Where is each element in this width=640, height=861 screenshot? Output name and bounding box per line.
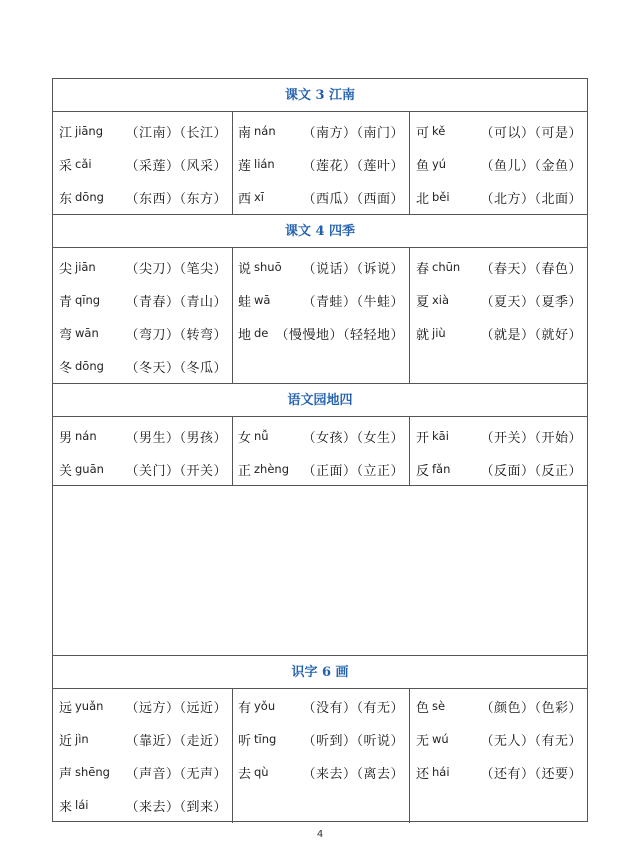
list-item: 北 běi （北方）（北面） (416, 190, 582, 207)
section-title: 语文园地四 (53, 384, 587, 417)
list-item: 鱼 yú （鱼儿）（金鱼） (416, 157, 582, 174)
list-item: 莲 lián （莲花）（莲叶） (238, 157, 404, 174)
section-grid (53, 417, 587, 486)
list-item: 无 wú （无人）（有无） (416, 732, 582, 749)
list-item: 反 fǎn （反面）（反正） (416, 462, 582, 479)
section-grid (53, 689, 587, 823)
list-item: 还 hái （还有）（还要） (416, 765, 582, 782)
list-item: 地 de （慢慢地）（轻轻地） (238, 326, 404, 343)
section-title: 课文 4 四季 (53, 215, 587, 248)
list-item: 南 nán （南方）（南门） (238, 124, 404, 141)
list-item: 夏 xià （夏天）（夏季） (416, 293, 582, 310)
list-item: 可 kě （可以）（可是） (416, 124, 582, 141)
section-title: 识字 6 画 (53, 656, 587, 689)
list-item: 江 jiāng （江南）（长江） (59, 124, 227, 141)
list-item: 色 sè （颜色）（色彩） (416, 699, 582, 716)
list-item: 来 lái （来去）（到来） (59, 798, 227, 815)
list-item: 说 shuō （说话）（诉说） (238, 260, 404, 277)
list-item: 弯 wān （弯刀）（转弯） (59, 326, 227, 343)
section-grid (53, 112, 587, 215)
list-item: 尖 jiān （尖刀）（笔尖） (59, 260, 227, 277)
list-item: 就 jiù （就是）（就好） (416, 326, 582, 343)
list-item: 春 chūn （春天）（春色） (416, 260, 582, 277)
list-item: 远 yuǎn （远方）（远近） (59, 699, 227, 716)
list-item: 有 yǒu （没有）（有无） (238, 699, 404, 716)
list-item: 冬 dōng （冬天）（冬瓜） (59, 359, 227, 376)
list-item: 青 qīng （青春）（青山） (59, 293, 227, 310)
list-item: 蛙 wā （青蛙）（牛蛙） (238, 293, 404, 310)
list-item: 听 tīng （听到）（听说） (238, 732, 404, 749)
list-item: 正 zhèng （正面）（立正） (238, 462, 404, 479)
page-number: 4 (316, 829, 324, 840)
list-item: 男 nán （男生）（男孩） (59, 429, 227, 446)
list-item: 东 dōng （东西）（东方） (59, 190, 227, 207)
list-item: 开 kāi （开关）（开始） (416, 429, 582, 446)
list-item: 采 cǎi （采莲）（风采） (59, 157, 227, 174)
list-item: 声 shēng （声音）（无声） (59, 765, 227, 782)
list-item: 西 xī （西瓜）（西面） (238, 190, 404, 207)
vocabulary-table (52, 78, 588, 822)
section-title: 课文 3 江南 (53, 79, 587, 112)
list-item: 近 jìn （靠近）（走近） (59, 732, 227, 749)
blank-area (53, 486, 587, 656)
list-item: 女 nǚ （女孩）（女生） (238, 429, 404, 446)
list-item: 去 qù （来去）（离去） (238, 765, 404, 782)
list-item: 关 guān （关门）（开关） (59, 462, 227, 479)
section-grid (53, 248, 587, 384)
